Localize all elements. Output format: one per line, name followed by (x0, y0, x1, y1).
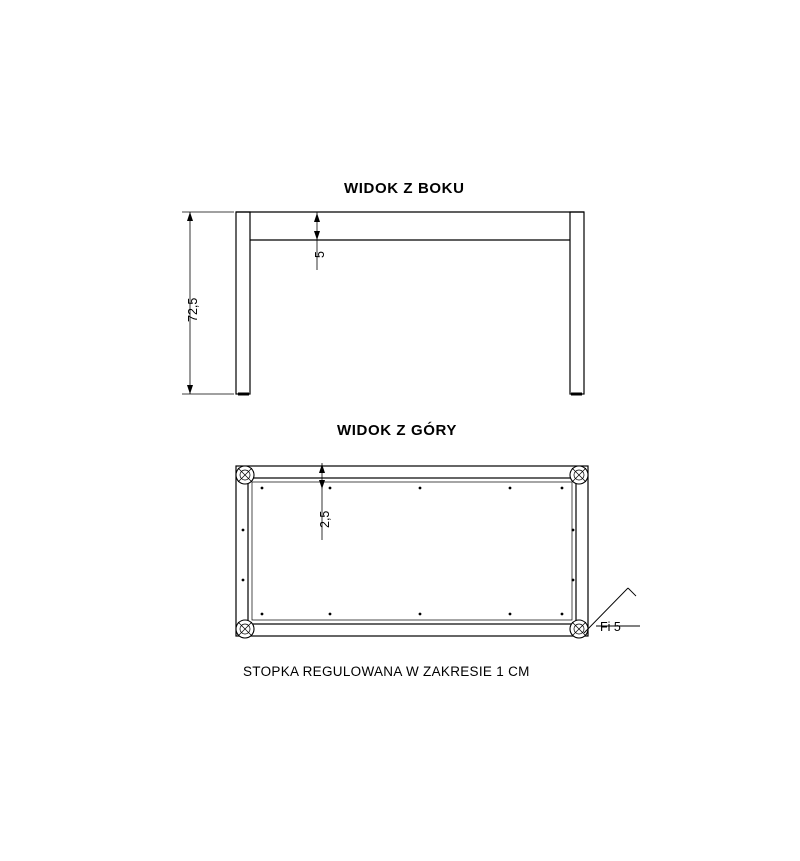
adjustable-foot-note: STOPKA REGULOWANA W ZAKRESIE 1 CM (243, 664, 530, 679)
dimension-tube-diameter: Fi 5 (600, 620, 621, 634)
dimension-total-height: 72,5 (186, 297, 200, 322)
dimension-apron-height: 5 (313, 251, 327, 258)
top-view-title: WIDOK Z GÓRY (337, 422, 457, 439)
side-view-title: WIDOK Z BOKU (344, 180, 465, 197)
dimension-apron-width: 2,5 (318, 510, 332, 528)
